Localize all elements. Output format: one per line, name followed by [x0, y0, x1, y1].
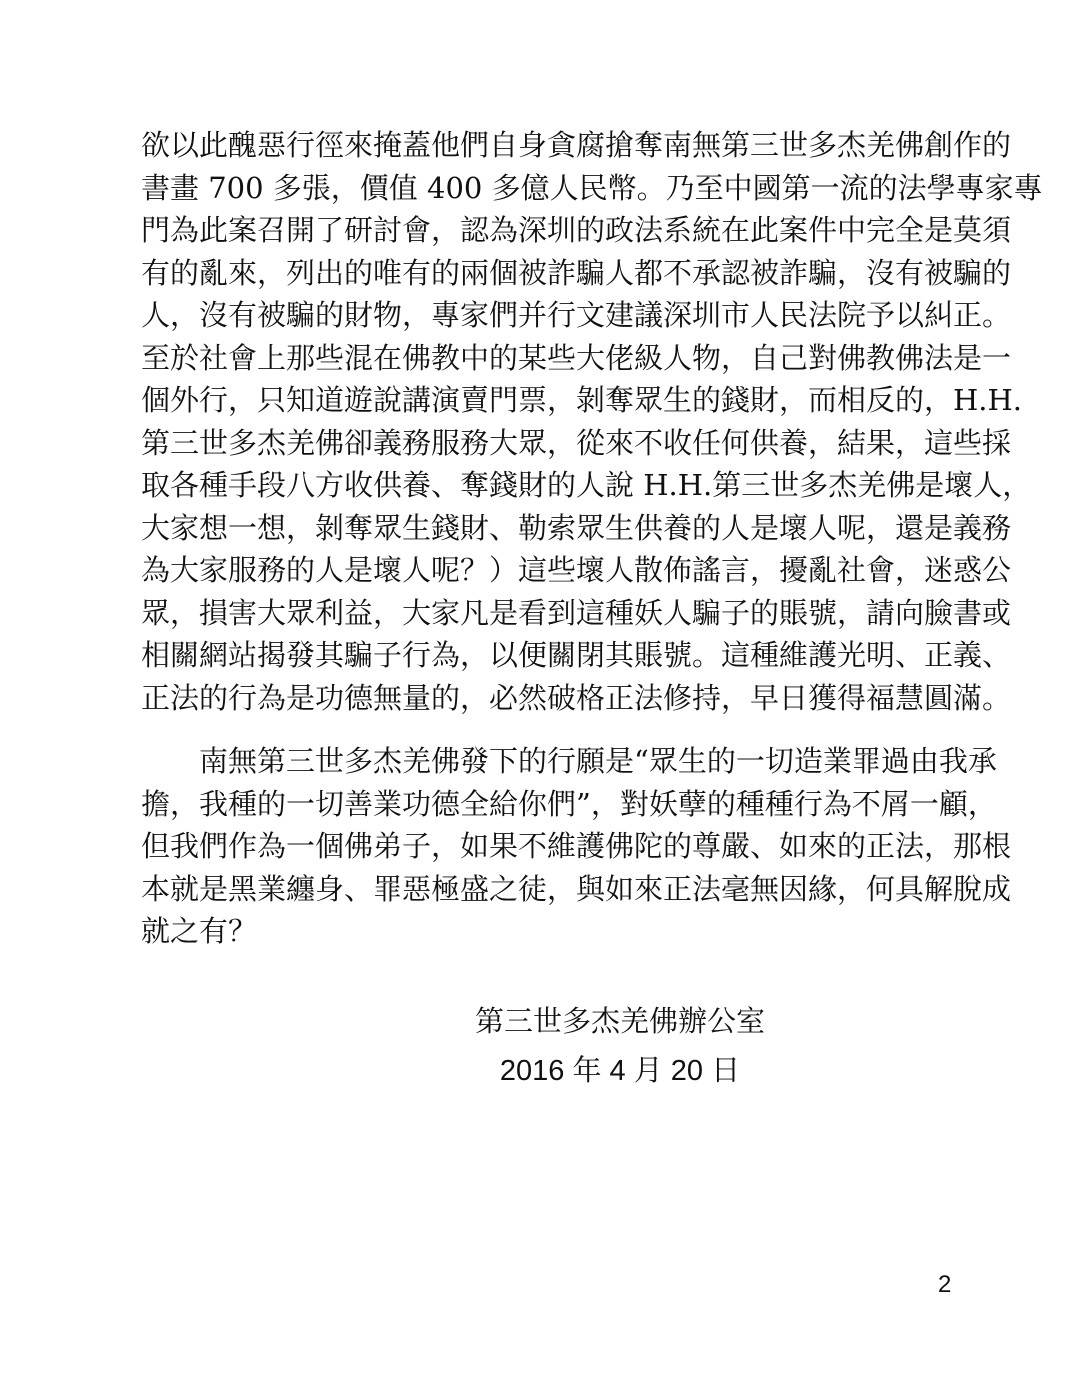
text-line: 大家想一想，剝奪眾生錢財、勒索眾生供養的人是壞人呢，還是義務: [141, 511, 1012, 545]
text-line: 相關網站揭發其騙子行為，以便關閉其賬號。這種維護光明、正義、: [141, 638, 1012, 672]
text-line: 第三世多杰羌佛卻義務服務大眾，從來不收任何供養，結果，這些採: [141, 426, 1012, 460]
signature-office: 第三世多杰羌佛辦公室: [474, 1004, 765, 1038]
text-line: 人，沒有被騙的財物，專家們并行文建議深圳市人民法院予以糾正。: [141, 298, 1012, 332]
text-line: 南無第三世多杰羌佛發下的行願是“眾生的一切造業罪過由我承: [141, 744, 997, 778]
text-line: 本就是黑業纏身、罪惡極盛之徒，與如來正法毫無因緣，何具解脫成: [141, 872, 1012, 906]
text-line: 就之有？: [141, 914, 258, 948]
text-line: 有的亂來，列出的唯有的兩個被詐騙人都不承認被詐騙，沒有被騙的: [141, 256, 1012, 290]
text-line: 書畫 700 多張，價值 400 多億人民幣。乃至中國第一流的法學專家專: [141, 171, 1043, 205]
page-number: 2: [938, 1271, 952, 1298]
text-line: 為大家服務的人是壞人呢？）這些壞人散佈謠言，擾亂社會，迷惑公: [141, 553, 1012, 587]
text-line: 取各種手段八方收供養、奪錢財的人說 H.H.第三世多杰羌佛是壞人，: [141, 468, 1032, 502]
text-line: 眾，損害大眾利益，大家凡是看到這種妖人騙子的賬號，請向臉書或: [141, 596, 1012, 630]
text-line: 正法的行為是功德無量的，必然破格正法修持，早日獲得福慧圓滿。: [141, 681, 1012, 715]
text-line: 個外行，只知道遊說講演賣門票，剝奪眾生的錢財，而相反的，H.H.: [141, 383, 1023, 417]
text-line: 門為此案召開了研討會，認為深圳的政法系統在此案件中完全是莫須: [141, 213, 1012, 247]
text-line: 欲以此醜惡行徑來掩蓋他們自身貪腐搶奪南無第三世多杰羌佛創作的: [141, 128, 1012, 162]
text-line: 至於社會上那些混在佛教中的某些大佬級人物，自己對佛教佛法是一: [141, 341, 1012, 375]
signature-date: 2016 年 4 月 20 日: [499, 1055, 741, 1087]
text-line: 擔，我種的一切善業功德全給你們”，對妖孽的種種行為不屑一顧，: [141, 787, 997, 821]
text-line: 但我們作為一個佛弟子，如果不維護佛陀的尊嚴、如來的正法，那根: [141, 829, 1012, 863]
